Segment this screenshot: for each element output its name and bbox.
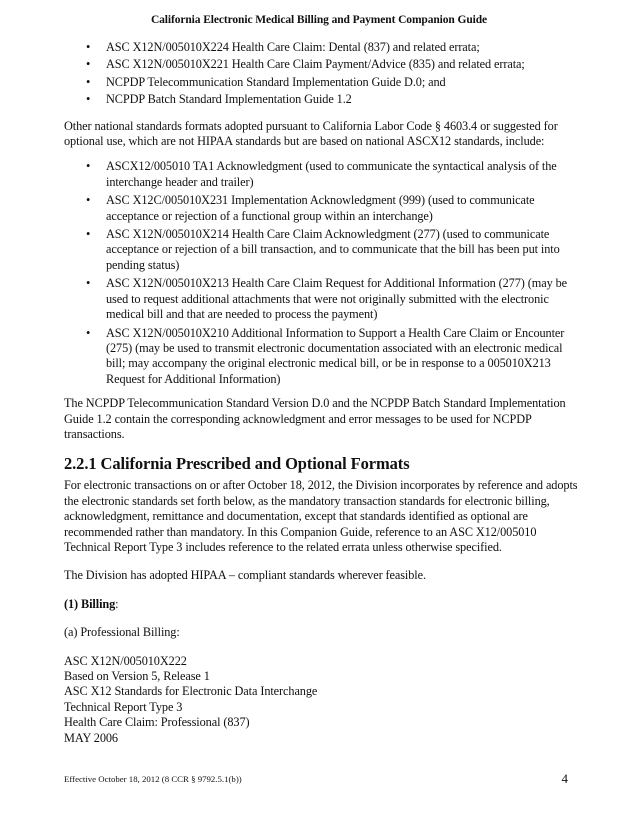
list-item [64, 40, 580, 55]
billing-line: ASC X12 Standards for Electronic Data Interchange [64, 684, 318, 699]
list-item [64, 276, 580, 322]
section-heading: 2.2.1 California Prescribed and Optional Formats [64, 454, 410, 474]
bullet-icon: • [86, 74, 91, 89]
billing-line: Health Care Claim: Professional (837) [64, 715, 250, 730]
professional-billing-label: (a) Professional Billing: [64, 625, 180, 640]
list-item-text: ASC X12N/005010X224 Health Care Claim: Dental (837) and related errata; [106, 40, 480, 54]
top-bullet-list [64, 40, 580, 108]
ncpdp-paragraph: The NCPDP Telecommunication Standard Version D.0 and the NCPDP Batch Standard Implementation Guide 1.2 contain the corresponding acknowledgment and error messages to be used for NCPDP transactions. [64, 396, 566, 441]
list-item-text: ASC X12N/005010X210 Additional Information to Support a Health Care Claim or Encounter (275) (may be used to transmit electronic documentation associated with an electronic medical bill; may accompany the original electronic medical bill, or be in response to a 005010X213 Request for Additional Information) [106, 325, 565, 386]
running-header: California Electronic Medical Billing and Payment Companion Guide [150, 14, 488, 26]
list-item [64, 159, 580, 190]
list-item-text: ASC X12N/005010X221 Health Care Claim Payment/Advice (835) and related errata; [106, 57, 525, 72]
bullet-icon: • [86, 276, 91, 291]
bullet-icon: • [86, 40, 91, 54]
page-content [64, 40, 580, 746]
list-item-text: NCPDP Batch Standard Implementation Guide 1.2 [106, 92, 352, 107]
billing-line: MAY 2006 [64, 730, 118, 745]
list-item-text: NCPDP Telecommunication Standard Implementation Guide D.0; and [106, 74, 446, 89]
section-paragraph-2: The Division has adopted HIPAA – compliant standards wherever feasible. [64, 568, 426, 583]
page-number: 4 [561, 771, 568, 786]
list-item [64, 227, 580, 273]
bullet-icon: • [86, 57, 91, 72]
standards-bullet-list [64, 159, 580, 387]
billing-line: Based on Version 5, Release 1 [64, 669, 210, 683]
list-item [64, 193, 580, 224]
bullet-icon: • [86, 193, 91, 208]
billing-label-line [64, 597, 580, 612]
billing-colon: : [115, 596, 119, 611]
bullet-icon: • [86, 325, 91, 340]
billing-label: (1) Billing [64, 596, 116, 611]
list-item [64, 92, 580, 107]
professional-billing-standard [64, 654, 580, 746]
list-item [64, 57, 580, 72]
billing-line: ASC X12N/005010X222 [64, 653, 187, 668]
intro-paragraph: Other national standards formats adopted pursuant to California Labor Code § 4603.4 or suggested for optional use, which are not HIPAA standards but are based on national ASCX12 standards, include: [64, 118, 558, 149]
list-item [64, 75, 580, 90]
section-paragraph-1: For electronic transactions on or after October 18, 2012, the Division incorporates by reference and adopts the electronic standards set forth below, as the mandatory transaction standards for electronic billing, acknowledgment, remittance and documentation, except that standards identified as optional are recommended rather than mandatory. In this Companion Guide, reference to an ASC X12/005010 Technical Report Type 3 includes reference to the related errata unless otherwise specified. [64, 478, 578, 554]
bullet-icon: • [86, 92, 91, 107]
list-item-text: ASC X12N/005010X213 Health Care Claim Request for Additional Information (277) (may be used to request additional attachments that were not originally submitted with the electronic medical bill and that are needed to process the payment) [106, 276, 567, 322]
billing-line: Technical Report Type 3 [64, 699, 183, 714]
list-item-text: ASC X12N/005010X214 Health Care Claim Acknowledgment (277) (used to communicate acceptance or rejection of a bill transaction, and to communicate that the bill has been put into pending status) [106, 227, 560, 272]
list-item-text: ASC X12C/005010X231 Implementation Acknowledgment (999) (used to communicate acceptance or rejection of a functional group within an interchange) [106, 193, 535, 223]
list-item [64, 326, 580, 388]
footer-effective-date: Effective October 18, 2012 (8 CCR § 9792.5.1(b)) [64, 774, 242, 784]
bullet-icon: • [86, 227, 91, 242]
bullet-icon: • [86, 159, 91, 174]
list-item-text: ASCX12/005010 TA1 Acknowledgment (used to communicate the syntactical analysis of the interchange header and trailer) [106, 159, 557, 189]
